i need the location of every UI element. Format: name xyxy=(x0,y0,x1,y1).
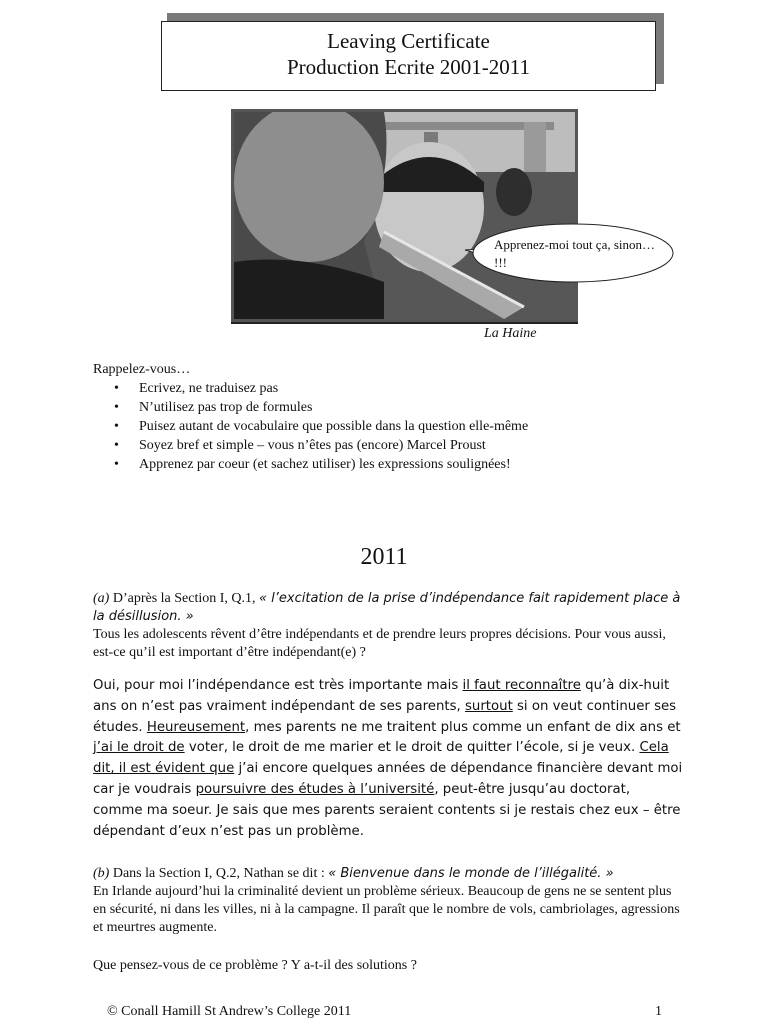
section-year-heading: 2011 xyxy=(360,544,408,570)
answer-text: voter, le droit de me marier et le droit de quitter l’école, si je veux. xyxy=(184,740,640,756)
page-number: 1 xyxy=(655,1004,662,1019)
underlined-expression: il faut reconnaître xyxy=(462,678,581,693)
tip-item: • N’utilisez pas trop de formules xyxy=(114,398,528,417)
tip-item: • Apprenez par coeur (et sachez utiliser) les expressions soulignées! xyxy=(114,455,528,474)
figure-caption: La Haine xyxy=(484,326,537,341)
answer-text: , peut-être jusqu’au doctorat, comme ma soeur. Je sais que mes parents seraient contents si je restais chez eux – être dépendant d’eux n’est pas un problème. xyxy=(93,781,681,839)
title-box xyxy=(161,21,656,91)
underlined-expression: Cela dit, il est évident que xyxy=(93,740,669,777)
answer-text: , mes parents ne me traitent plus comme un enfant de dix ans et xyxy=(245,719,681,735)
tip-item: • Puisez autant de vocabulaire que possible dans la question elle-même xyxy=(114,417,528,436)
question-a-quote: « l’excitation de la prise d’indépendance fait rapidement place à la désillusion. » xyxy=(93,591,681,624)
footer-copyright: © Conall Hamill St Andrew’s College 2011 xyxy=(107,1004,352,1019)
question-a-label: (a) xyxy=(93,591,110,606)
tip-item: • Soyez bref et simple – vous n’êtes pas (encore) Marcel Proust xyxy=(114,436,528,455)
question-a-prompt: Tous les adolescents rêvent d’être indépendants et de prendre leurs propres décisions. Pour vous aussi, est-ce qu’il est important d’être indépendant(e) ? xyxy=(93,627,666,660)
question-a-lead: D’après la Section I, Q.1, xyxy=(109,591,260,606)
answer-a-paragraph xyxy=(93,676,683,842)
question-b-lead: Dans la Section I, Q.2, Nathan se dit : xyxy=(109,866,329,881)
document-subtitle: Production Ecrite 2001-2011 xyxy=(286,55,530,79)
question-b-prompt: En Irlande aujourd’hui la criminalité devient un problème sérieux. Beaucoup de gens ne se sentent plus en sécurité, ni dans les villes, ni à la campagne. Il paraît que le nombre de vols, cambriolages, agressions et meurtres augmente. xyxy=(93,884,680,935)
speech-bubble-text: Apprenez-moi tout ça, sinon… !!! xyxy=(494,237,656,270)
answer-text: si on veut continuer ses études. xyxy=(93,698,677,735)
underlined-expression: surtout xyxy=(464,698,513,714)
film-still-illustration xyxy=(234,112,575,319)
question-a xyxy=(93,590,683,662)
question-b-label: (b) xyxy=(93,866,110,881)
tips-intro: Rappelez-vous… xyxy=(93,362,191,377)
photo-underline-rule xyxy=(231,322,578,324)
tip-item: • Ecrivez, ne traduisez pas xyxy=(114,379,528,398)
answer-text: qu’à dix-huit ans on n’est pas vraiment indépendant de ses parents, xyxy=(93,678,670,714)
underlined-expression: Heureusement xyxy=(146,719,246,735)
question-b-quote: « Bienvenue dans le monde de l’illégalité. » xyxy=(328,866,614,881)
underlined-expression: poursuivre des études à l’université xyxy=(195,781,435,797)
document-title: Leaving Certificate xyxy=(327,29,490,53)
question-b-question: Que pensez-vous de ce problème ? Y a-t-il des solutions ? xyxy=(93,958,417,973)
answer-text: Oui, pour moi l’indépendance est très importante mais xyxy=(93,678,463,693)
film-still-photo xyxy=(231,109,578,322)
tips-list xyxy=(114,379,528,474)
answer-text: j’ai encore quelques années de dépendance financière devant moi car je voudrais xyxy=(93,761,683,797)
question-b xyxy=(93,865,683,937)
underlined-expression: j’ai le droit de xyxy=(93,740,185,756)
